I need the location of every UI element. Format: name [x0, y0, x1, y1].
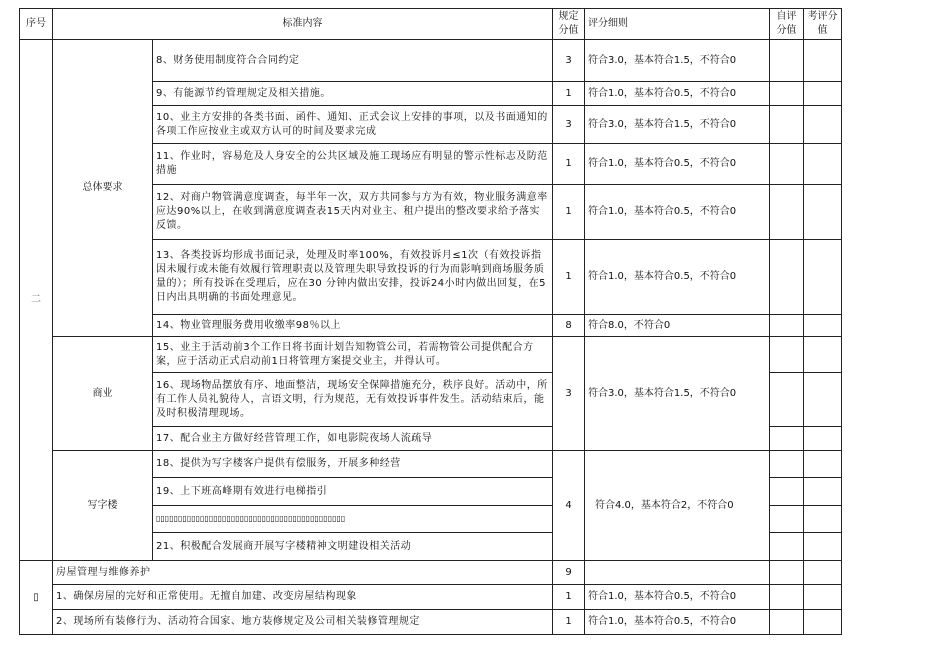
self-score-cell[interactable]: [770, 610, 804, 635]
item-text: 21、积极配合发展商开展写字楼精神文明建设相关活动: [153, 533, 553, 561]
group-label-commercial: 商业: [53, 337, 153, 451]
self-score-cell[interactable]: [770, 82, 804, 106]
audit-score-cell[interactable]: [804, 533, 842, 561]
scoring-sheet-table: [19, 8, 842, 635]
self-score-cell[interactable]: [770, 40, 804, 82]
header-audit-score: 考评分值: [804, 9, 842, 40]
item-text: 16、现场物品摆放有序、地面整洁，现场安全保障措施充分，秩序良好。活动中，所有工作人员礼貌待人，言语文明，行为规范，无有效投诉事件发生。活动结束后，能及时积极清理现场。: [153, 373, 553, 427]
table-row: [20, 610, 842, 635]
header-detail: 评分细则: [585, 9, 770, 40]
self-score-cell[interactable]: [770, 427, 804, 451]
header-content: 标准内容: [53, 9, 553, 40]
item-text: 10、业主方安排的各类书面、函件、通知、正式会议上安排的事项，以及书面通知的各项工作应按业主或双方认可的时间及要求完成: [153, 106, 553, 144]
header-no: 序号: [20, 9, 53, 40]
item-score: 3: [553, 337, 585, 451]
item-text: 15、业主于活动前3个工作日将书面计划告知物管公司，若需物管公司提供配合方案，应于活动正式启动前1日将管理方案提交业主，并得认可。: [153, 337, 553, 373]
item-text: 12、对商户物管满意度调查，每半年一次，双方共同参与方为有效，物业服务满意率应达90%以上，在收到满意度调查表15天内对业主、租户提出的整改要求给予落实反馈。: [153, 185, 553, 240]
section-title: 房屋管理与维修养护: [53, 561, 553, 585]
audit-score-cell[interactable]: [804, 144, 842, 185]
audit-score-cell[interactable]: [804, 610, 842, 635]
item-detail: 符合1.0，基本符合0.5，不符合0: [585, 185, 770, 240]
audit-score-cell[interactable]: [804, 427, 842, 451]
section-score: 9: [553, 561, 585, 585]
item-score: 1: [553, 585, 585, 610]
self-score-cell[interactable]: [770, 506, 804, 533]
audit-score-cell[interactable]: [804, 315, 842, 337]
item-detail: 符合3.0，基本符合1.5，不符合0: [585, 337, 770, 451]
item-score: 3: [553, 40, 585, 82]
audit-score-cell[interactable]: [804, 478, 842, 506]
self-score-cell[interactable]: [770, 337, 804, 373]
item-text: 9、有能源节约管理规定及相关措施。: [153, 82, 553, 106]
header-self-score: 自评分值: [770, 9, 804, 40]
self-score-cell[interactable]: [770, 240, 804, 315]
item-text: 18、提供为写字楼客户提供有偿服务，开展多种经营: [153, 451, 553, 478]
group-label-general: 总体要求: [53, 40, 153, 337]
table-row: [20, 585, 842, 610]
item-score: 1: [553, 240, 585, 315]
item-detail: 符合1.0，基本符合0.5，不符合0: [585, 82, 770, 106]
item-detail: 符合8.0，不符合0: [585, 315, 770, 337]
audit-score-cell[interactable]: [804, 240, 842, 315]
self-score-cell[interactable]: [770, 373, 804, 427]
audit-score-cell[interactable]: [804, 106, 842, 144]
item-detail: 符合1.0，基本符合0.5，不符合0: [585, 240, 770, 315]
item-score: 1: [553, 610, 585, 635]
item-detail: 符合3.0，基本符合1.5，不符合0: [585, 40, 770, 82]
audit-score-cell[interactable]: [804, 40, 842, 82]
header-score: 规定分值: [553, 9, 585, 40]
item-detail: 符合1.0，基本符合0.5，不符合0: [585, 585, 770, 610]
item-score: 1: [553, 82, 585, 106]
item-text: 8、财务使用制度符合合同约定: [153, 40, 553, 82]
audit-score-cell[interactable]: [804, 185, 842, 240]
item-detail-empty: [585, 561, 770, 585]
self-score-cell[interactable]: [770, 561, 804, 585]
group-label-office: 写字楼: [53, 451, 153, 561]
item-text: ▯▯▯▯▯▯▯▯▯▯▯▯▯▯▯▯▯▯▯▯▯▯▯▯▯▯▯▯▯▯▯▯▯▯▯▯▯▯▯▯▯▯▯: [153, 506, 553, 533]
table-row: [20, 40, 842, 82]
section-number: ▯: [20, 561, 53, 635]
item-text: 2、现场所有装修行为、活动符合国家、地方装修规定及公司相关装修管理规定: [53, 610, 553, 635]
audit-score-cell[interactable]: [804, 337, 842, 373]
audit-score-cell[interactable]: [804, 506, 842, 533]
item-score: 4: [553, 451, 585, 561]
item-text: 1、确保房屋的完好和正常使用。无擅自加建、改变房屋结构现象: [53, 585, 553, 610]
item-detail: 符合4.0，基本符合2，不符合0: [585, 451, 770, 561]
item-detail: 符合1.0，基本符合0.5，不符合0: [585, 610, 770, 635]
item-text: 11、作业时，容易危及人身安全的公共区域及施工现场应有明显的警示性标志及防范措施: [153, 144, 553, 185]
self-score-cell[interactable]: [770, 144, 804, 185]
audit-score-cell[interactable]: [804, 82, 842, 106]
item-text: 17、配合业主方做好经营管理工作，如电影院夜场人流疏导: [153, 427, 553, 451]
section-number: 二: [20, 40, 53, 561]
item-detail: 符合1.0，基本符合0.5，不符合0: [585, 144, 770, 185]
self-score-cell[interactable]: [770, 585, 804, 610]
audit-score-cell[interactable]: [804, 585, 842, 610]
self-score-cell[interactable]: [770, 185, 804, 240]
item-score: 3: [553, 106, 585, 144]
self-score-cell[interactable]: [770, 451, 804, 478]
table-row: [20, 561, 842, 585]
item-score: 1: [553, 144, 585, 185]
header-row: [20, 9, 842, 40]
self-score-cell[interactable]: [770, 106, 804, 144]
item-score: 8: [553, 315, 585, 337]
self-score-cell[interactable]: [770, 315, 804, 337]
self-score-cell[interactable]: [770, 478, 804, 506]
self-score-cell[interactable]: [770, 533, 804, 561]
item-detail: 符合3.0，基本符合1.5，不符合0: [585, 106, 770, 144]
item-score: 1: [553, 185, 585, 240]
item-text: 19、上下班高峰期有效进行电梯指引: [153, 478, 553, 506]
item-text: 13、各类投诉均形成书面记录，处理及时率100%，有效投诉月≤1次（有效投诉指因未履行或未能有效履行管理职责以及管理失职导致投诉的行为而影响到商场服务质量的）；所有投诉在受理后，应在30 分钟内做出安排，投诉24小时内做出回复，在5日内出具明确的书面处理意见。: [153, 240, 553, 315]
audit-score-cell[interactable]: [804, 561, 842, 585]
audit-score-cell[interactable]: [804, 451, 842, 478]
table-row: [20, 451, 842, 478]
item-text: 14、物业管理服务费用收缴率98％以上: [153, 315, 553, 337]
audit-score-cell[interactable]: [804, 373, 842, 427]
table-row: [20, 337, 842, 373]
